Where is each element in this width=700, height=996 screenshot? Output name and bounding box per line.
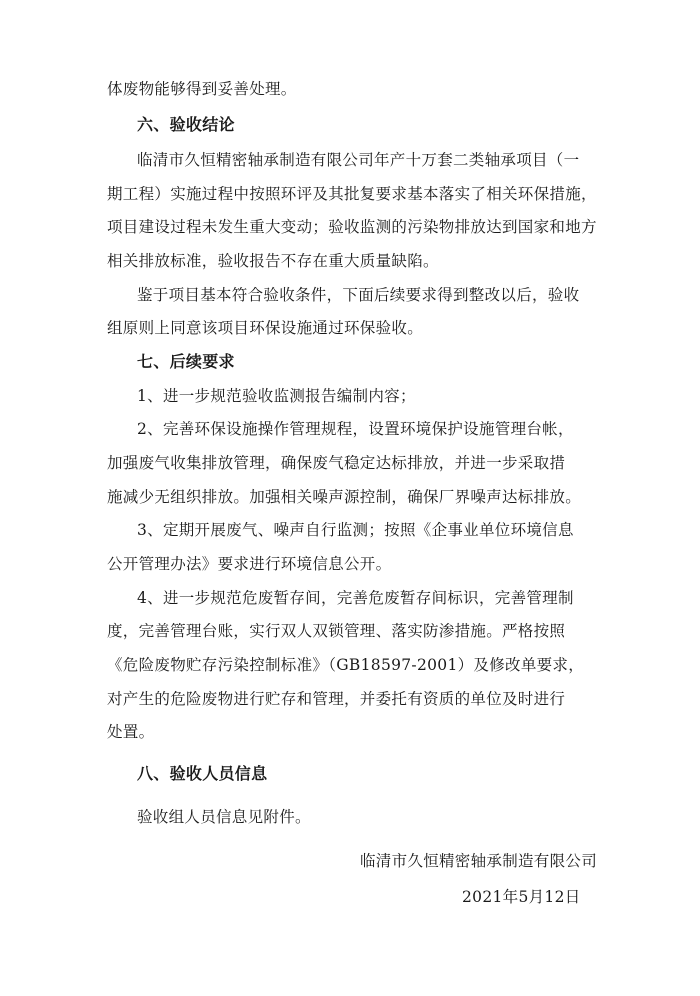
- requirement-line: 对产生的危险废物进行贮存和管理，并委托有资质的单位及时进行: [107, 690, 566, 708]
- requirement-line: 处置。: [107, 723, 155, 741]
- paragraph-line: 体废物能够得到妥善处理。: [107, 80, 297, 98]
- requirement-line: 1、进一步规范验收监测报告编制内容；: [137, 387, 416, 405]
- section-heading-7: 七、后续要求: [137, 352, 235, 371]
- paragraph-line: 验收组人员信息见附件。: [137, 808, 311, 826]
- requirement-line: 公开管理办法》要求进行环境信息公开。: [107, 555, 392, 573]
- paragraph-line: 期工程）实施过程中按照环评及其批复要求基本落实了相关环保措施，: [107, 185, 597, 203]
- requirement-line: 《危险废物贮存污染控制标准》（GB18597-2001）及修改单要求，: [107, 656, 585, 674]
- requirement-line: 施减少无组织排放。加强相关噪声源控制，确保厂界噪声达标排放。: [107, 488, 582, 506]
- paragraph-line: 相关排放标准，验收报告不存在重大质量缺陷。: [107, 252, 439, 270]
- paragraph-line: 鉴于项目基本符合验收条件，下面后续要求得到整改以后，验收: [137, 286, 580, 304]
- signature-date: 2021年5月12日: [462, 888, 581, 906]
- section-heading-8: 八、验收人员信息: [137, 764, 268, 783]
- requirement-line: 4、进一步规范危废暂存间，完善危废暂存间标识，完善管理制: [137, 589, 574, 607]
- requirement-line: 2、完善环保设施操作管理规程，设置环境保护设施管理台帐，: [137, 420, 574, 438]
- requirement-line: 3、定期开展废气、噪声自行监测；按照《企事业单位环境信息: [137, 521, 574, 539]
- requirement-line: 加强废气收集排放管理，确保废气稳定达标排放，并进一步采取措: [107, 454, 566, 472]
- paragraph-line: 组原则上同意该项目环保设施通过环保验收。: [107, 319, 424, 337]
- section-heading-6: 六、验收结论: [137, 115, 235, 134]
- paragraph-line: 临清市久恒精密轴承制造有限公司年产十万套二类轴承项目（一: [137, 151, 580, 169]
- signature-company: 临清市久恒精密轴承制造有限公司: [360, 852, 598, 870]
- paragraph-line: 项目建设过程未发生重大变动；验收监测的污染物排放达到国家和地方: [107, 218, 597, 236]
- requirement-line: 度，完善管理台账，实行双人双锁管理、落实防渗措施。严格按照: [107, 622, 566, 640]
